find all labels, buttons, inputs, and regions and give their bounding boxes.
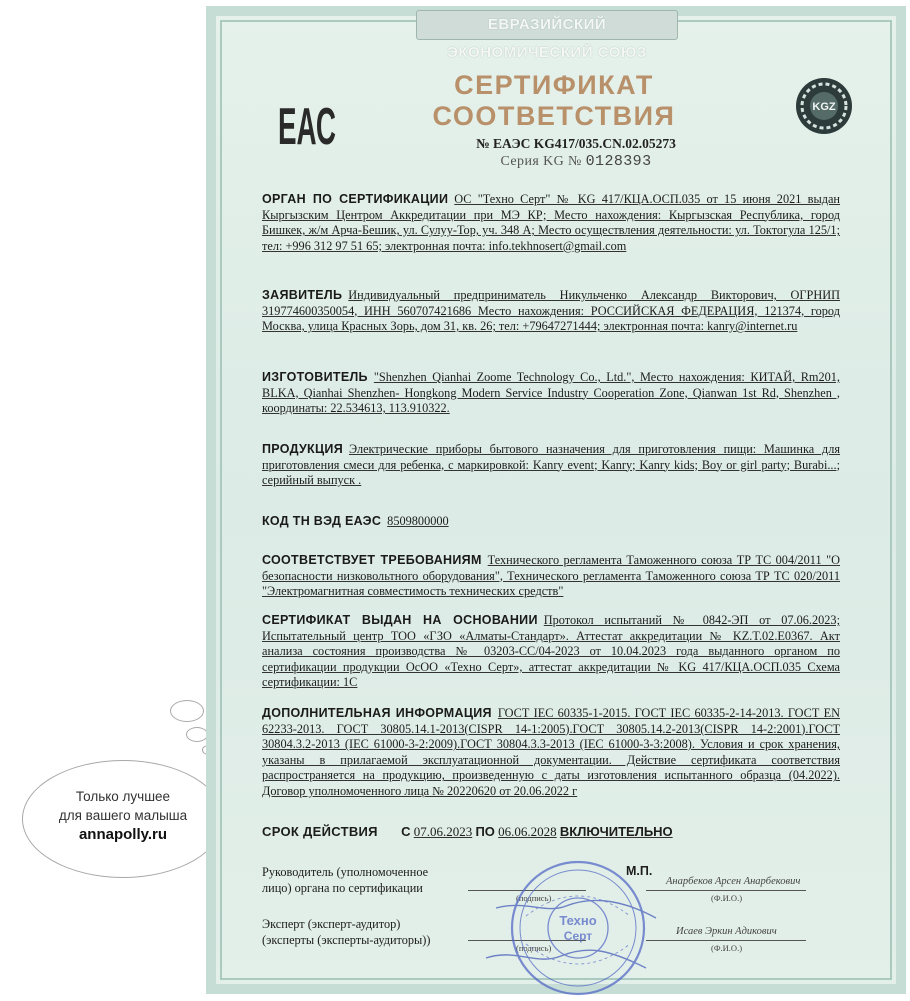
- head-label-line-2: лицо) органа по сертификации: [262, 881, 423, 895]
- section-label: СЕРТИФИКАТ ВЫДАН НА ОСНОВАНИИ: [262, 613, 538, 627]
- section-label: СООТВЕТСТВУЕТ ТРЕБОВАНИЯМ: [262, 553, 482, 567]
- section-label: ДОПОЛНИТЕЛЬНАЯ ИНФОРМАЦИЯ: [262, 706, 492, 720]
- expert-sign-caption: (подпись): [516, 943, 552, 953]
- hologram-icon: [794, 76, 854, 136]
- section-basis: [262, 613, 840, 691]
- validity-from-word: С: [401, 824, 411, 839]
- head-signature-label: [262, 864, 428, 896]
- section-additional-info: [262, 706, 840, 800]
- certificate-number: № ЕАЭС KG417/035.CN.02.05273: [476, 136, 676, 151]
- head-name: Анарбеков Арсен Анарбекович: [666, 876, 801, 887]
- expert-fio-caption: (Ф.И.О.): [711, 943, 743, 953]
- svg-text:Техно: Техно: [559, 913, 597, 928]
- head-label-line-1: Руководитель (уполномоченное: [262, 865, 429, 879]
- validity-label: СРОК ДЕЙСТВИЯ: [262, 824, 378, 839]
- promo-bubble: [22, 760, 224, 878]
- bubble-dot-medium: [186, 727, 208, 742]
- series-number: 0128393: [585, 153, 652, 170]
- svg-text:KGZ: KGZ: [812, 101, 836, 113]
- section-text: "Shenzhen Qianhai Zoome Technology Co., Ltd.", Место нахождения: КИТАЙ, Rm201, BLKA, Qianhai Shenzhen- Hongkong Modern Service Industry Cooperation Zone, Qianwan 1st Rd, Shenzhen , координаты: 22.534613, 113.910322.: [262, 370, 840, 416]
- section-text: Электрические приборы бытового назначения для приготовления пищи: Машинка для приготовления смеси для ребенка, с маркировкой: Kanry event; Kanry; Kanry kids; Boy or girl party; Burabi...; серийный выпуск .: [262, 442, 840, 488]
- certificate-title: СЕРТИФИКАТ СООТВЕТСТВИЯ: [432, 70, 676, 131]
- bubble-line-2: для вашего малыша: [58, 808, 188, 823]
- section-text: Протокол испытаний № 0842-ЭП от 07.06.2023; Испытательный центр ТОО «ГЗО «Алматы-Стандарт». Аттестат аккредитации № KZ.T.02.E0367. Акт анализа состояния производства № 03203-СС/04-2023 от 10.04.2023 года выданного органом по сертификации продукции ОсОО «Техно Серт», аттестат аккредитации № KG 417/КЦА.ОСП.035 Схема сертификации: 1С: [262, 613, 840, 690]
- section-label: КОД ТН ВЭД ЕАЭС: [262, 514, 382, 528]
- expert-signature-label: [262, 916, 431, 948]
- section-product: [262, 442, 840, 489]
- svg-text:Серт: Серт: [563, 929, 593, 943]
- certificate: [206, 6, 906, 994]
- validity-inclusive: ВКЛЮЧИТЕЛЬНО: [559, 824, 673, 839]
- section-text: 8509800000: [387, 514, 449, 528]
- section-text: ГОСТ IEC 60335-1-2015. ГОСТ IEC 60335-2-14-2013. ГОСТ EN 62233-2013. ГОСТ 30805.14.1-2013(CISPR 14-1:2005).ГОСТ 30805.14.2-2013(CISPR 14-2:2001).ГОСТ 30804.3.2-2013 (IEC 61000-3-2:2009).ГОСТ 30804.3.3-2013 (IEC 61000-3-3:2008). Условия и срок хранения, указаны в прилагаемой эксплуатационной документации. Действие сертификата соответствия распространяется на продукцию, произведенную с даты изготовления испытанного образца (04.2022). Договор уполномоченного лица № 20220620 от 20.06.2022 г: [262, 706, 840, 798]
- expert-name: Исаев Эркин Адикович: [676, 926, 777, 937]
- section-requirements: [262, 553, 840, 600]
- section-certification-body: [262, 192, 840, 254]
- section-text: Технического регламента Таможенного союза ТР ТС 004/2011 "О безопасности низковольтного оборудования", Технического регламента Таможенного союза ТР ТС 020/2011 "Электромагнитная совместимость технических средств": [262, 553, 840, 599]
- union-banner: ЕВРАЗИЙСКИЙ ЭКОНОМИЧЕСКИЙ СОЮЗ: [416, 10, 678, 40]
- section-label: ПРОДУКЦИЯ: [262, 442, 343, 456]
- section-label: ЗАЯВИТЕЛЬ: [262, 288, 343, 302]
- bubble-line-1: Только лучшее: [75, 789, 171, 804]
- section-applicant: [262, 288, 840, 335]
- validity-from-date: 07.06.2023: [413, 824, 473, 839]
- head-fio-caption: (Ф.И.О.): [711, 893, 743, 903]
- section-label: ОРГАН ПО СЕРТИФИКАЦИИ: [262, 192, 449, 206]
- svg-text:ЕАС: ЕАС: [278, 98, 336, 156]
- series-line: [376, 153, 776, 170]
- section-label: ИЗГОТОВИТЕЛЬ: [262, 370, 368, 384]
- section-text: Индивидуальный предприниматель Никульченко Александр Викторович, ОГРНИП 319774600350054, ИНН 560707421686 Место нахождения: РОССИЙСКАЯ ФЕДЕРАЦИЯ, 121374, город Москва, улица Красных Зорь, дом 31, кв. 26; тел: +79647271444; электронная почта: kanry@internet.ru: [262, 288, 840, 334]
- section-text: ОС "Техно Серт" № KG 417/КЦА.ОСП.035 от 15 июня 2021 выдан Кыргызским Центром Аккредитации при МЭ КР; Место нахождения: Кыргызская Республика, город Бишкек, ж/м Арча-Бешик, ул. Сулуу-Тор, уч. 348 А; Место осуществления деятельности: ул. Токтогула 125/1; тел: +996 312 97 51 65; электронная почта: info.tekhnosert@gmail.com: [262, 192, 840, 253]
- series-label: Серия KG №: [500, 154, 582, 169]
- bubble-site-link[interactable]: annapolly.ru: [78, 826, 168, 843]
- expert-name-line: [646, 940, 806, 941]
- blue-seal-stamp: [506, 856, 651, 1001]
- validity-to-date: 06.06.2028: [498, 824, 557, 839]
- validity-to-word: ПО: [475, 824, 495, 839]
- head-name-line: [646, 890, 806, 891]
- bubble-dot-large: [170, 700, 204, 722]
- eac-logo: [276, 94, 338, 156]
- expert-label-line-1: Эксперт (эксперт-аудитор): [262, 917, 401, 931]
- section-manufacturer: [262, 370, 840, 417]
- expert-label-line-2: (эксперты (эксперты-аудиторы)): [262, 933, 431, 947]
- seal-place-label: М.П.: [626, 864, 653, 878]
- section-code: [262, 514, 840, 530]
- validity-period: [262, 824, 673, 840]
- head-sign-caption: (подпись): [516, 893, 552, 903]
